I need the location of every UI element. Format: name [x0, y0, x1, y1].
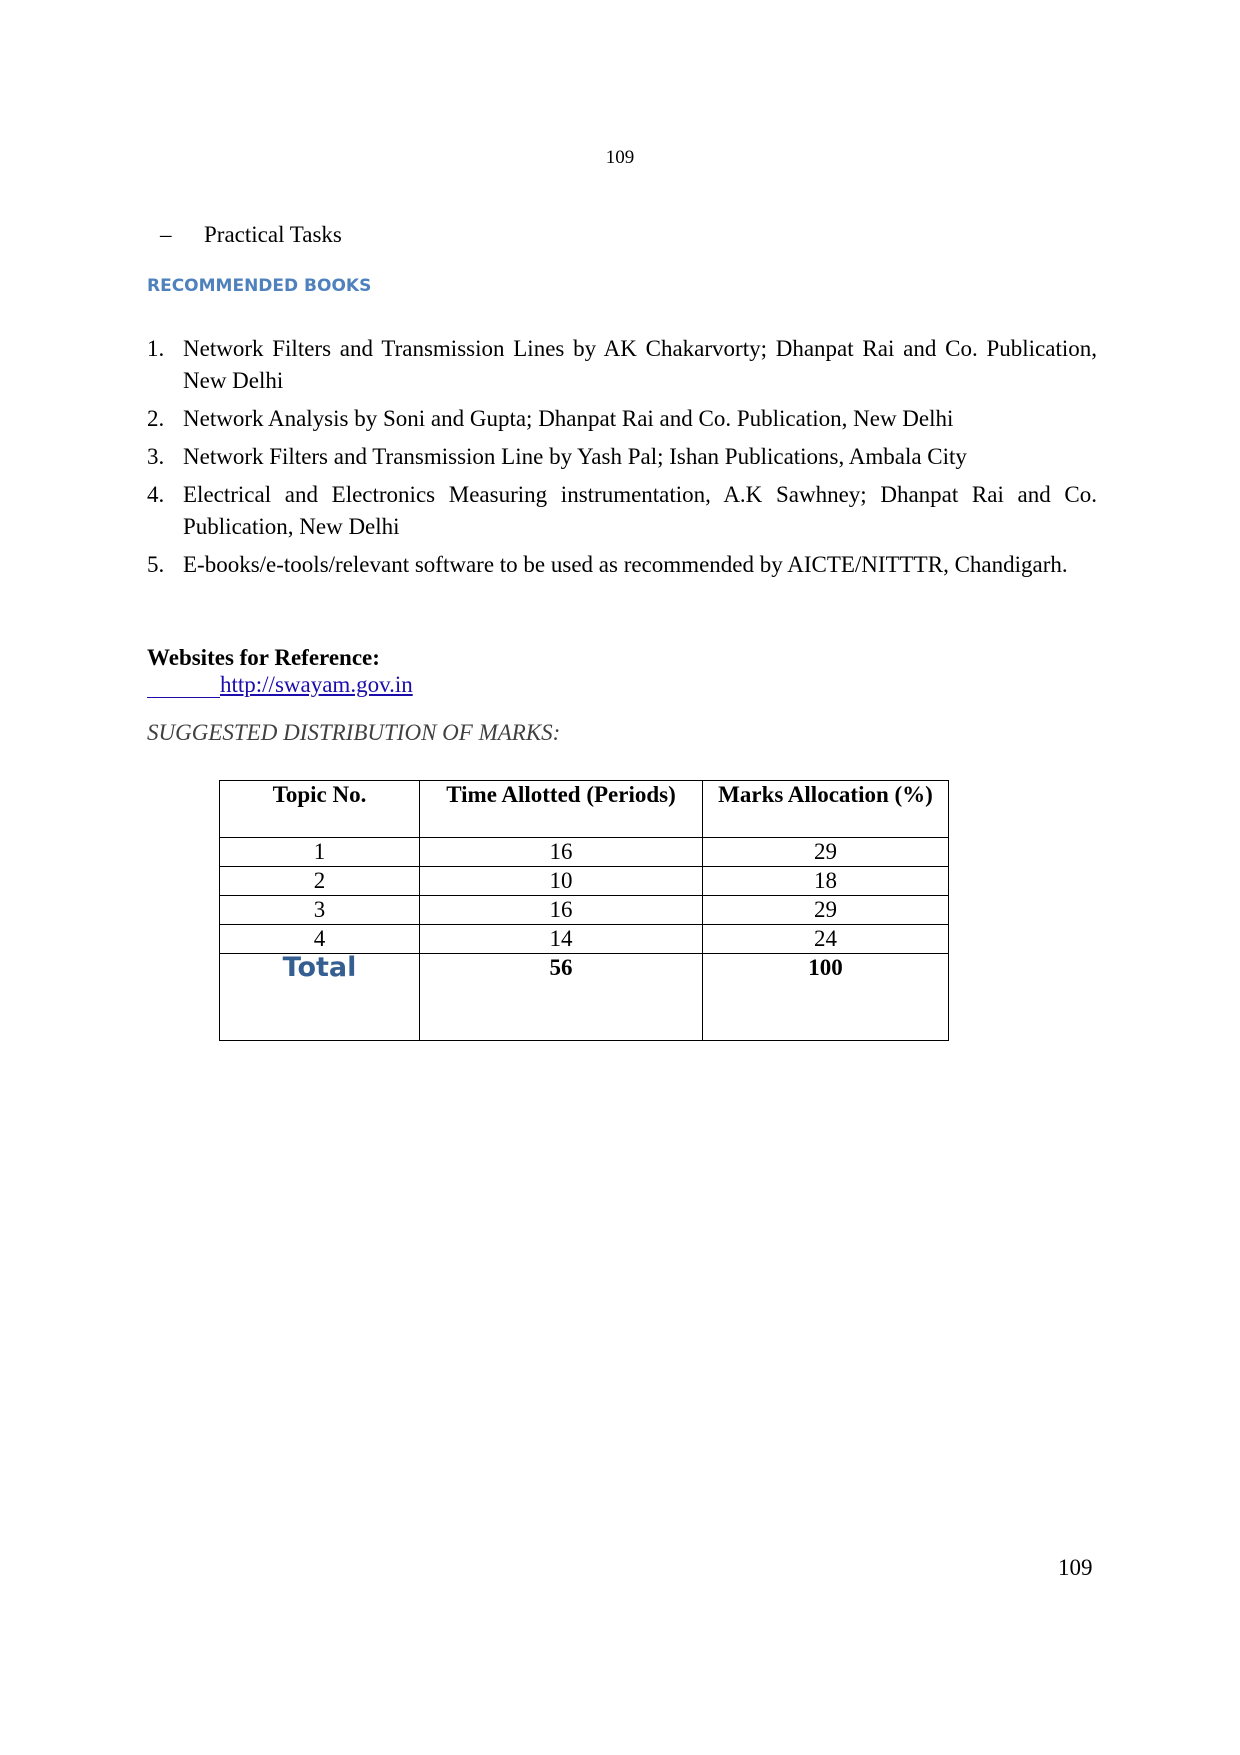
table-header-row: [220, 781, 949, 838]
cell-topic: 4: [220, 925, 420, 954]
book-number: 3.: [147, 444, 165, 469]
cell-topic: 1: [220, 838, 420, 867]
total-label-cell: [220, 954, 420, 1041]
book-number: 4.: [147, 482, 165, 507]
websites-heading: Websites for Reference:: [147, 645, 380, 670]
book-number: 2.: [147, 406, 165, 431]
table-row: [220, 925, 949, 954]
table-row: [220, 867, 949, 896]
table-total-row: [220, 954, 949, 1041]
book-text: Network Filters and Transmission Lines by AK Chakarvorty; Dhanpat Rai and Co. Publication, New Delhi: [183, 336, 1097, 393]
website-link[interactable]: [147, 672, 413, 698]
total-label: Total: [282, 952, 357, 983]
cell-marks: 24: [703, 925, 949, 954]
marks-distribution-table: [219, 780, 949, 1041]
cell-marks: 29: [703, 838, 949, 867]
cell-marks: 18: [703, 867, 949, 896]
recommended-books-list: [147, 333, 1097, 587]
header-topic-no: Topic No.: [220, 781, 420, 838]
book-number: 5.: [147, 552, 165, 577]
book-text: Network Filters and Transmission Line by Yash Pal; Ishan Publications, Ambala City: [183, 444, 967, 469]
link-underline-indent: [147, 673, 220, 698]
book-text: E-books/e-tools/relevant software to be used as recommended by AICTE/NITTTR, Chandigarh.: [183, 552, 1068, 577]
total-marks: 100: [703, 954, 949, 1041]
cell-marks: 29: [703, 896, 949, 925]
website-url[interactable]: http://swayam.gov.in: [220, 672, 413, 697]
total-time: 56: [420, 954, 703, 1041]
book-item: [147, 441, 1097, 473]
table-row: [220, 896, 949, 925]
page-number-bottom: 109: [1058, 1555, 1093, 1580]
book-item: [147, 479, 1097, 543]
recommended-books-heading: RECOMMENDED BOOKS: [147, 276, 372, 296]
header-marks-allocation: Marks Allocation (%): [703, 781, 949, 838]
cell-time: 16: [420, 838, 703, 867]
book-item: [147, 403, 1097, 435]
book-item: [147, 333, 1097, 397]
practical-tasks-text: Practical Tasks: [204, 222, 342, 247]
cell-time: 16: [420, 896, 703, 925]
book-number: 1.: [147, 336, 165, 361]
book-text: Network Analysis by Soni and Gupta; Dhanpat Rai and Co. Publication, New Delhi: [183, 406, 954, 431]
cell-time: 14: [420, 925, 703, 954]
list-dash: –: [160, 222, 172, 247]
book-item: [147, 549, 1097, 581]
header-time-allotted: Time Allotted (Periods): [420, 781, 703, 838]
cell-topic: 2: [220, 867, 420, 896]
cell-time: 10: [420, 867, 703, 896]
practical-tasks-item: [160, 222, 342, 248]
distribution-heading: SUGGESTED DISTRIBUTION OF MARKS:: [147, 720, 561, 745]
table-row: [220, 838, 949, 867]
cell-topic: 3: [220, 896, 420, 925]
page-number-top: 109: [605, 147, 635, 168]
book-text: Electrical and Electronics Measuring instrumentation, A.K Sawhney; Dhanpat Rai and Co. Publication, New Delhi: [183, 482, 1097, 539]
